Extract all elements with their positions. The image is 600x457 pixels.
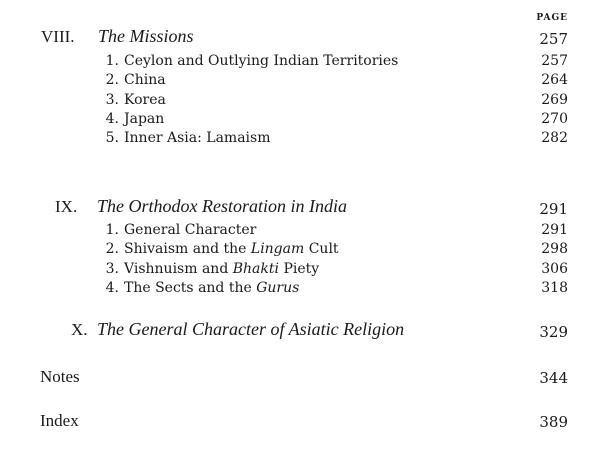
section-page-number: 298 — [541, 241, 568, 257]
notes-entry[interactable]: Notes — [40, 367, 80, 386]
index-entry[interactable]: Index — [40, 411, 79, 430]
chapter-page-number: 257 — [539, 30, 568, 48]
section-page-number: 318 — [541, 280, 568, 296]
section-number: 2. — [105, 72, 119, 88]
section-page-number: 270 — [541, 111, 568, 127]
section-page-number: 291 — [541, 222, 568, 238]
section-title: Japan — [124, 111, 165, 127]
notes-page-number: 344 — [539, 369, 568, 387]
chapter-title[interactable]: The Missions — [98, 26, 194, 46]
section-title: Ceylon and Outlying Indian Territories — [124, 53, 399, 69]
section-title-text: Vishnuism and — [124, 261, 233, 277]
section-title: China — [124, 72, 166, 88]
section-page-number: 269 — [541, 92, 568, 108]
section-number: 4. — [105, 111, 119, 127]
section-title-text: Cult — [304, 241, 339, 257]
section-title-italic: Lingam — [250, 241, 305, 257]
section-entry[interactable] — [103, 53, 398, 69]
section-title-italic: Bhakti — [232, 261, 279, 277]
section-entry[interactable] — [103, 261, 319, 277]
chapter-page-number: 291 — [539, 200, 568, 218]
section-entry[interactable] — [103, 280, 299, 296]
section-entry[interactable] — [103, 241, 339, 257]
section-title: General Character — [124, 222, 257, 238]
section-entry[interactable] — [103, 92, 166, 108]
section-page-number: 282 — [541, 130, 568, 146]
section-page-number: 306 — [541, 261, 568, 277]
section-number: 3. — [105, 92, 119, 108]
page-column-header: PAGE — [536, 13, 568, 23]
section-entry[interactable] — [103, 111, 164, 127]
section-number: 4. — [105, 280, 119, 296]
section-page-number: 257 — [541, 53, 568, 69]
section-entry[interactable] — [103, 130, 270, 146]
chapter-numeral: VIII. — [41, 27, 75, 46]
index-page-number: 389 — [539, 413, 568, 431]
section-title-text: The Sects and the — [124, 280, 257, 296]
section-title: Inner Asia: Lamaism — [124, 130, 271, 146]
section-number: 3. — [105, 261, 119, 277]
section-title-text: Piety — [279, 261, 320, 277]
chapter-numeral: IX. — [55, 197, 78, 216]
section-number: 1. — [105, 53, 119, 69]
section-number: 1. — [105, 222, 119, 238]
section-title: Korea — [124, 92, 166, 108]
chapter-page-number: 329 — [539, 323, 568, 341]
section-page-number: 264 — [541, 72, 568, 88]
section-title-italic: Gurus — [256, 280, 300, 296]
chapter-numeral: X. — [71, 320, 88, 339]
section-entry[interactable] — [103, 222, 256, 238]
section-number: 5. — [105, 130, 119, 146]
chapter-title[interactable]: The Orthodox Restoration in India — [97, 196, 347, 216]
section-number: 2. — [105, 241, 119, 257]
section-entry[interactable] — [103, 72, 166, 88]
chapter-title[interactable]: The General Character of Asiatic Religion — [97, 319, 405, 339]
section-title-text: Shivaism and the — [124, 241, 251, 257]
